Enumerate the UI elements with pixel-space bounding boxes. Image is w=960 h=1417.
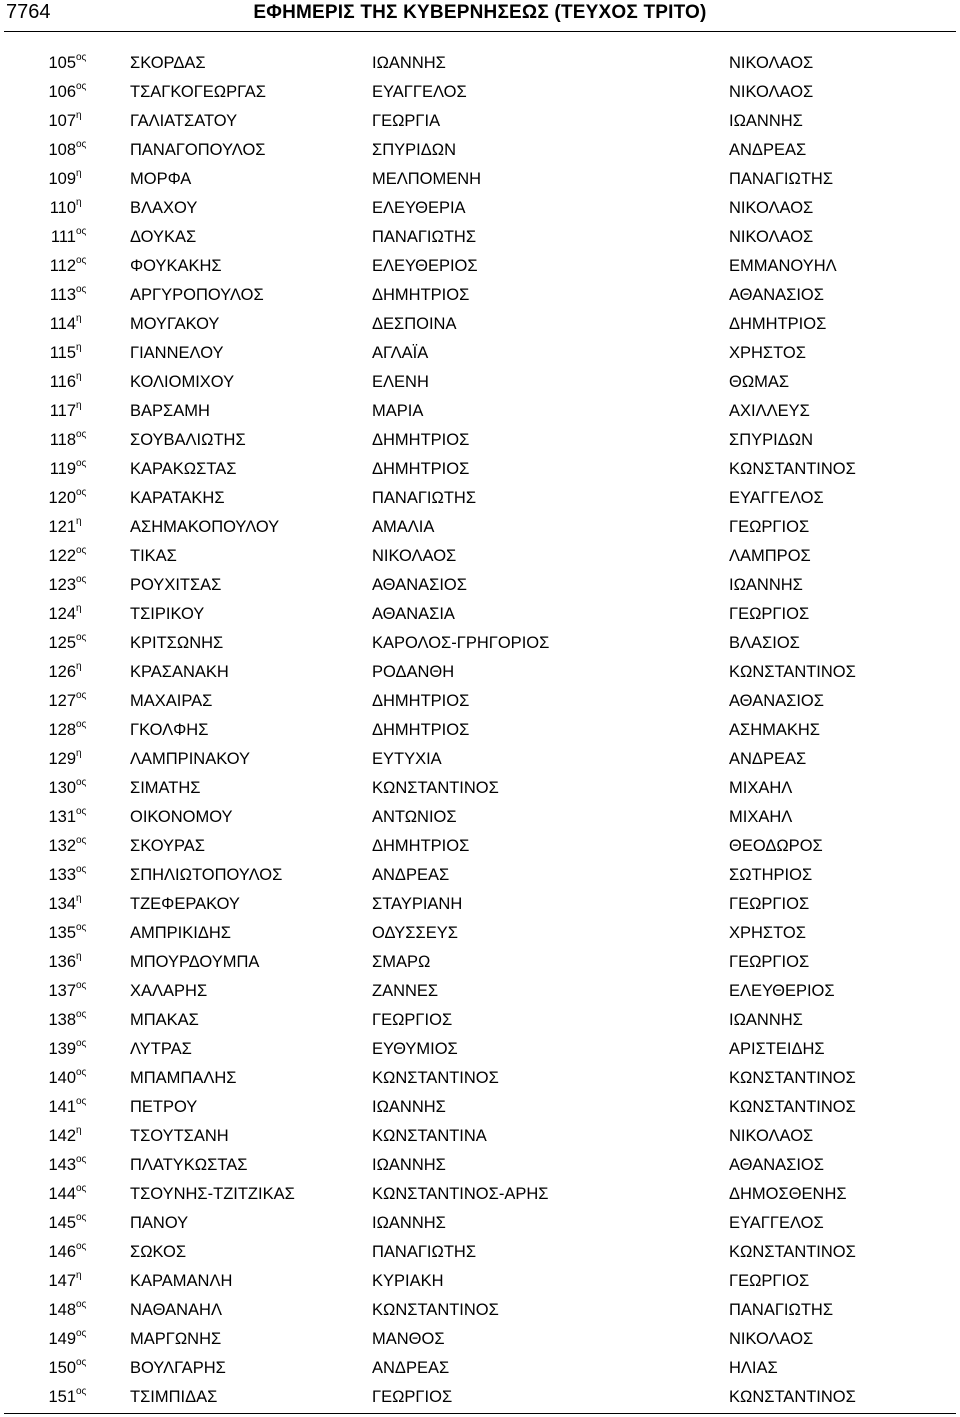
table-row [0, 890, 960, 919]
row-number: 144 [48, 1185, 76, 1203]
first-name-cell: ΡΟΔΑΝΘΗ [372, 663, 455, 681]
father-name-cell: ΕΛΕΥΘΕΡΙΟΣ [729, 982, 835, 1000]
table-row [0, 194, 960, 223]
surname-cell: ΜΠΟΥΡΔΟΥΜΠΑ [130, 953, 260, 971]
first-name-cell: ΔΗΜΗΤΡΙΟΣ [372, 692, 470, 710]
row-number: 116 [49, 373, 76, 391]
father-name-cell: ΚΩΝΣΤΑΝΤΙΝΟΣ [729, 663, 856, 681]
father-name-cell: ΚΩΝΣΤΑΝΤΙΝΟΣ [729, 1388, 856, 1406]
row-ordinal-suffix: ος [76, 835, 87, 846]
table-row [0, 310, 960, 339]
row-ordinal-suffix: ος [76, 777, 87, 788]
row-ordinal-suffix: ος [76, 1096, 87, 1107]
table-row [0, 165, 960, 194]
row-number: 122 [48, 547, 76, 565]
father-name-cell: ΓΕΩΡΓΙΟΣ [729, 895, 810, 913]
row-ordinal-suffix: ος [76, 1357, 87, 1368]
first-name-cell: ΓΕΩΡΓΙΑ [372, 112, 441, 130]
row-number: 110 [49, 199, 76, 217]
row-number: 108 [48, 141, 76, 159]
father-name-cell: ΔΗΜΗΤΡΙΟΣ [729, 315, 827, 333]
row-number: 136 [48, 953, 76, 971]
row-ordinal-suffix: ος [76, 806, 87, 817]
row-number: 113 [49, 286, 76, 304]
row-number: 145 [48, 1214, 76, 1232]
row-ordinal-suffix: ος [76, 1241, 87, 1252]
row-ordinal-suffix: ος [76, 139, 87, 150]
row-ordinal-suffix: η [76, 748, 82, 759]
surname-cell: ΚΡΑΣΑΝΑΚΗ [130, 663, 229, 681]
father-name-cell: ΑΧΙΛΛΕΥΣ [729, 402, 810, 420]
father-name-cell: ΛΑΜΠΡΟΣ [729, 547, 811, 565]
surname-cell: ΑΜΠΡΙΚΙΔΗΣ [130, 924, 231, 942]
table-row [0, 107, 960, 136]
surname-cell: ΚΑΡΑΜΑΝΛΗ [130, 1272, 233, 1290]
father-name-cell: ΑΘΑΝΑΣΙΟΣ [729, 1156, 824, 1174]
surname-cell: ΝΑΘΑΝΑΗΛ [130, 1301, 222, 1319]
row-ordinal-suffix: η [76, 951, 82, 962]
row-number: 112 [49, 257, 76, 275]
table-row [0, 1180, 960, 1209]
row-number: 105 [48, 54, 76, 72]
header-rule [4, 31, 956, 32]
father-name-cell: ΑΝΔΡΕΑΣ [729, 750, 807, 768]
row-number: 127 [48, 692, 76, 710]
row-ordinal-suffix: η [76, 110, 82, 121]
first-name-cell: ΚΥΡΙΑΚΗ [372, 1272, 444, 1290]
father-name-cell: ΙΩΑΝΝΗΣ [729, 576, 803, 594]
row-number: 118 [49, 431, 76, 449]
row-number: 125 [48, 634, 76, 652]
father-name-cell: ΣΩΤΗΡΙΟΣ [729, 866, 813, 884]
father-name-cell: ΓΕΩΡΓΙΟΣ [729, 605, 810, 623]
table-row [0, 1267, 960, 1296]
first-name-cell: ΕΥΤΥΧΙΑ [372, 750, 442, 768]
first-name-cell: ΚΩΝΣΤΑΝΤΙΝΟΣ [372, 1069, 499, 1087]
row-ordinal-suffix: ος [76, 1212, 87, 1223]
father-name-cell: ΝΙΚΟΛΑΟΣ [729, 83, 814, 101]
row-ordinal-suffix: η [76, 371, 82, 382]
row-ordinal-suffix: η [76, 661, 82, 672]
first-name-cell: ΔΗΜΗΤΡΙΟΣ [372, 721, 470, 739]
row-number: 114 [49, 315, 76, 333]
surname-cell: ΑΡΓΥΡΟΠΟΥΛΟΣ [130, 286, 264, 304]
father-name-cell: ΝΙΚΟΛΑΟΣ [729, 1330, 814, 1348]
father-name-cell: ΧΡΗΣΤΟΣ [729, 344, 806, 362]
surname-cell: ΑΣΗΜΑΚΟΠΟΥΛΟΥ [130, 518, 280, 536]
row-ordinal-suffix: ος [76, 429, 87, 440]
first-name-cell: ΙΩΑΝΝΗΣ [372, 1156, 446, 1174]
father-name-cell: ΑΘΑΝΑΣΙΟΣ [729, 286, 824, 304]
table-row [0, 600, 960, 629]
table-row [0, 78, 960, 107]
table-row [0, 426, 960, 455]
row-ordinal-suffix: ος [76, 574, 87, 585]
row-number: 139 [48, 1040, 76, 1058]
row-number: 143 [48, 1156, 76, 1174]
first-name-cell: ΣΜΑΡΩ [372, 953, 431, 971]
row-ordinal-suffix: η [76, 1270, 82, 1281]
row-ordinal-suffix: ος [76, 255, 87, 266]
father-name-cell: ΑΡΙΣΤΕΙΔΗΣ [729, 1040, 825, 1058]
row-ordinal-suffix: η [76, 400, 82, 411]
surname-cell: ΠΑΝΑΓΟΠΟΥΛΟΣ [130, 141, 266, 159]
first-name-cell: ΚΑΡΟΛΟΣ-ΓΡΗΓΟΡΙΟΣ [372, 634, 550, 652]
row-number: 140 [48, 1069, 76, 1087]
first-name-cell: ΑΝΔΡΕΑΣ [372, 866, 450, 884]
surname-cell: ΒΟΥΛΓΑΡΗΣ [130, 1359, 226, 1377]
surname-cell: ΓΚΟΛΦΗΣ [130, 721, 209, 739]
table-row [0, 716, 960, 745]
row-number: 106 [48, 83, 76, 101]
father-name-cell: ΒΛΑΣΙΟΣ [729, 634, 800, 652]
table-row [0, 484, 960, 513]
row-number: 119 [49, 460, 76, 478]
first-name-cell: ΣΤΑΥΡΙΑΝΗ [372, 895, 463, 913]
row-ordinal-suffix: ος [76, 690, 87, 701]
father-name-cell: ΕΜΜΑΝΟΥΗΛ [729, 257, 837, 275]
father-name-cell: ΕΥΑΓΓΕΛΟΣ [729, 489, 824, 507]
surname-cell: ΜΟΡΦΑ [130, 170, 192, 188]
first-name-cell: ΑΓΛΑΪΑ [372, 344, 429, 362]
surname-cell: ΡΟΥΧΙΤΣΑΣ [130, 576, 222, 594]
row-number: 117 [49, 402, 76, 420]
row-number: 107 [48, 112, 76, 130]
row-number: 138 [48, 1011, 76, 1029]
surname-cell: ΚΑΡΑΤΑΚΗΣ [130, 489, 225, 507]
first-name-cell: ΚΩΝΣΤΑΝΤΙΝΟΣ [372, 779, 499, 797]
row-ordinal-suffix: η [76, 168, 82, 179]
table-row [0, 658, 960, 687]
row-ordinal-suffix: ος [76, 81, 87, 92]
table-row [0, 1209, 960, 1238]
table-row [0, 455, 960, 484]
row-number: 115 [49, 344, 76, 362]
row-ordinal-suffix: η [76, 603, 82, 614]
row-ordinal-suffix: ος [76, 1299, 87, 1310]
row-number: 130 [48, 779, 76, 797]
table-row [0, 977, 960, 1006]
surname-cell: ΚΡΙΤΣΩΝΗΣ [130, 634, 224, 652]
table-row [0, 136, 960, 165]
table-row [0, 571, 960, 600]
table-row [0, 1354, 960, 1383]
father-name-cell: ΑΝΔΡΕΑΣ [729, 141, 807, 159]
surname-cell: ΚΑΡΑΚΩΣΤΑΣ [130, 460, 237, 478]
first-name-cell: ΠΑΝΑΓΙΩΤΗΣ [372, 228, 477, 246]
row-ordinal-suffix: ος [76, 226, 87, 237]
first-name-cell: ΑΘΑΝΑΣΙΑ [372, 605, 455, 623]
first-name-cell: ΜΕΛΠΟΜΕΝΗ [372, 170, 482, 188]
table-row [0, 339, 960, 368]
surname-cell: ΦΟΥΚΑΚΗΣ [130, 257, 222, 275]
first-name-cell: ΚΩΝΣΤΑΝΤΙΝΑ [372, 1127, 487, 1145]
row-number: 126 [48, 663, 76, 681]
row-number: 132 [48, 837, 76, 855]
row-ordinal-suffix: ος [76, 864, 87, 875]
first-name-cell: ΙΩΑΝΝΗΣ [372, 54, 446, 72]
row-ordinal-suffix: ος [76, 922, 87, 933]
father-name-cell: ΚΩΝΣΤΑΝΤΙΝΟΣ [729, 1098, 856, 1116]
row-number: 137 [48, 982, 76, 1000]
surname-cell: ΧΑΛΑΡΗΣ [130, 982, 208, 1000]
row-number: 148 [48, 1301, 76, 1319]
first-name-cell: ΑΘΑΝΑΣΙΟΣ [372, 576, 467, 594]
first-name-cell: ΝΙΚΟΛΑΟΣ [372, 547, 457, 565]
row-number: 146 [48, 1243, 76, 1261]
father-name-cell: ΚΩΝΣΤΑΝΤΙΝΟΣ [729, 460, 856, 478]
surname-cell: ΣΩΚΟΣ [130, 1243, 187, 1261]
surname-cell: ΓΑΛΙΑΤΣΑΤΟΥ [130, 112, 238, 130]
row-ordinal-suffix: η [76, 313, 82, 324]
table-row [0, 368, 960, 397]
surname-cell: ΣΠΗΛΙΩΤΟΠΟΥΛΟΣ [130, 866, 283, 884]
row-number: 124 [48, 605, 76, 623]
father-name-cell: ΓΕΩΡΓΙΟΣ [729, 1272, 810, 1290]
surname-cell: ΚΟΛΙΟΜΙΧΟΥ [130, 373, 235, 391]
table-row [0, 49, 960, 78]
row-ordinal-suffix: ος [76, 719, 87, 730]
row-number: 135 [48, 924, 76, 942]
row-number: 150 [48, 1359, 76, 1377]
first-name-cell: ΠΑΝΑΓΙΩΤΗΣ [372, 489, 477, 507]
table-row [0, 1006, 960, 1035]
page-number: 7764 [6, 1, 51, 23]
table-row [0, 1238, 960, 1267]
first-name-cell: ΑΝΤΩΝΙΟΣ [372, 808, 457, 826]
surname-cell: ΓΙΑΝΝΕΛΟΥ [130, 344, 224, 362]
table-row [0, 1093, 960, 1122]
father-name-cell: ΧΡΗΣΤΟΣ [729, 924, 806, 942]
table-row [0, 1035, 960, 1064]
appointments-table [0, 49, 960, 1412]
surname-cell: ΛΥΤΡΑΣ [130, 1040, 192, 1058]
surname-cell: ΒΛΑΧΟΥ [130, 199, 198, 217]
row-number: 131 [48, 808, 76, 826]
first-name-cell: ΔΗΜΗΤΡΙΟΣ [372, 431, 470, 449]
surname-cell: ΜΠΑΜΠΑΛΗΣ [130, 1069, 237, 1087]
first-name-cell: ΜΑΝΘΟΣ [372, 1330, 445, 1348]
table-row [0, 281, 960, 310]
row-number: 134 [48, 895, 76, 913]
father-name-cell: ΚΩΝΣΤΑΝΤΙΝΟΣ [729, 1243, 856, 1261]
first-name-cell: ΔΗΜΗΤΡΙΟΣ [372, 837, 470, 855]
row-ordinal-suffix: ος [76, 458, 87, 469]
row-ordinal-suffix: ος [76, 632, 87, 643]
first-name-cell: ΙΩΑΝΝΗΣ [372, 1214, 446, 1232]
surname-cell: ΔΟΥΚΑΣ [130, 228, 197, 246]
father-name-cell: ΕΥΑΓΓΕΛΟΣ [729, 1214, 824, 1232]
row-ordinal-suffix: ος [76, 1009, 87, 1020]
father-name-cell: ΗΛΙΑΣ [729, 1359, 778, 1377]
table-row [0, 861, 960, 890]
table-row [0, 1151, 960, 1180]
father-name-cell: ΠΑΝΑΓΙΩΤΗΣ [729, 170, 834, 188]
table-row [0, 1325, 960, 1354]
father-name-cell: ΠΑΝΑΓΙΩΤΗΣ [729, 1301, 834, 1319]
first-name-cell: ΔΗΜΗΤΡΙΟΣ [372, 286, 470, 304]
first-name-cell: ΖΑΝΝΕΣ [372, 982, 439, 1000]
first-name-cell: ΕΛΕΥΘΕΡΙΑ [372, 199, 466, 217]
father-name-cell: ΙΩΑΝΝΗΣ [729, 1011, 803, 1029]
first-name-cell: ΕΥΑΓΓΕΛΟΣ [372, 83, 467, 101]
father-name-cell: ΝΙΚΟΛΑΟΣ [729, 228, 814, 246]
father-name-cell: ΝΙΚΟΛΑΟΣ [729, 1127, 814, 1145]
table-row [0, 919, 960, 948]
row-ordinal-suffix: η [76, 197, 82, 208]
surname-cell: ΤΣΙΜΠΙΔΑΣ [130, 1388, 218, 1406]
surname-cell: ΤΣΟΥΝΗΣ-ΤΖΙΤΖΙΚΑΣ [130, 1185, 295, 1203]
row-ordinal-suffix: ος [76, 1038, 87, 1049]
father-name-cell: ΑΣΗΜΑΚΗΣ [729, 721, 820, 739]
surname-cell: ΜΠΑΚΑΣ [130, 1011, 199, 1029]
table-row [0, 252, 960, 281]
first-name-cell: ΑΜΑΛΙΑ [372, 518, 435, 536]
row-ordinal-suffix: ος [76, 545, 87, 556]
page-header [0, 0, 960, 30]
surname-cell: ΣΚΟΡΔΑΣ [130, 54, 206, 72]
row-number: 123 [48, 576, 76, 594]
father-name-cell: ΣΠΥΡΙΔΩΝ [729, 431, 813, 449]
father-name-cell: ΑΘΑΝΑΣΙΟΣ [729, 692, 824, 710]
row-number: 128 [48, 721, 76, 739]
father-name-cell: ΝΙΚΟΛΑΟΣ [729, 199, 814, 217]
row-ordinal-suffix: ος [76, 1154, 87, 1165]
row-ordinal-suffix: ος [76, 1183, 87, 1194]
row-number: 151 [48, 1388, 76, 1406]
table-row [0, 803, 960, 832]
first-name-cell: ΚΩΝΣΤΑΝΤΙΝΟΣ-ΑΡΗΣ [372, 1185, 549, 1203]
row-ordinal-suffix: ος [76, 284, 87, 295]
first-name-cell: ΙΩΑΝΝΗΣ [372, 1098, 446, 1116]
first-name-cell: ΓΕΩΡΓΙΟΣ [372, 1388, 453, 1406]
row-ordinal-suffix: ος [76, 52, 87, 63]
row-number: 129 [48, 750, 76, 768]
surname-cell: ΤΙΚΑΣ [130, 547, 177, 565]
surname-cell: ΣΚΟΥΡΑΣ [130, 837, 205, 855]
table-row [0, 629, 960, 658]
row-number: 142 [48, 1127, 76, 1145]
row-number: 120 [48, 489, 76, 507]
surname-cell: ΜΑΡΓΩΝΗΣ [130, 1330, 222, 1348]
row-number: 111 [50, 228, 76, 246]
father-name-cell: ΜΙΧΑΗΛ [729, 779, 793, 797]
footer-rule [4, 1413, 956, 1414]
row-number: 141 [48, 1098, 76, 1116]
surname-cell: ΠΕΤΡΟΥ [130, 1098, 198, 1116]
father-name-cell: ΔΗΜΟΣΘΕΝΗΣ [729, 1185, 847, 1203]
table-row [0, 1122, 960, 1151]
row-ordinal-suffix: ος [76, 1328, 87, 1339]
row-number: 109 [48, 170, 76, 188]
first-name-cell: ΣΠΥΡΙΔΩΝ [372, 141, 456, 159]
row-ordinal-suffix: η [76, 1125, 82, 1136]
first-name-cell: ΔΕΣΠΟΙΝΑ [372, 315, 457, 333]
surname-cell: ΜΑΧΑΙΡΑΣ [130, 692, 213, 710]
surname-cell: ΤΣΑΓΚΟΓΕΩΡΓΑΣ [130, 83, 266, 101]
first-name-cell: ΓΕΩΡΓΙΟΣ [372, 1011, 453, 1029]
first-name-cell: ΕΥΘΥΜΙΟΣ [372, 1040, 458, 1058]
table-row [0, 513, 960, 542]
table-row [0, 1064, 960, 1093]
journal-title: ΕΦΗΜΕΡΙΣ ΤΗΣ ΚΥΒΕΡΝΗΣΕΩΣ (ΤΕΥΧΟΣ ΤΡΙΤΟ) [253, 2, 707, 23]
surname-cell: ΒΑΡΣΑΜΗ [130, 402, 210, 420]
row-ordinal-suffix: ος [76, 1067, 87, 1078]
surname-cell: ΤΣΟΥΤΣΑΝΗ [130, 1127, 229, 1145]
father-name-cell: ΓΕΩΡΓΙΟΣ [729, 953, 810, 971]
table-row [0, 223, 960, 252]
surname-cell: ΠΛΑΤΥΚΩΣΤΑΣ [130, 1156, 248, 1174]
surname-cell: ΛΑΜΠΡΙΝΑΚΟΥ [130, 750, 251, 768]
row-number: 149 [48, 1330, 76, 1348]
table-row [0, 1296, 960, 1325]
surname-cell: ΤΖΕΦΕΡΑΚΟΥ [130, 895, 240, 913]
row-ordinal-suffix: ος [76, 487, 87, 498]
first-name-cell: ΠΑΝΑΓΙΩΤΗΣ [372, 1243, 477, 1261]
father-name-cell: ΘΕΟΔΩΡΟΣ [729, 837, 823, 855]
father-name-cell: ΘΩΜΑΣ [729, 373, 790, 391]
row-number: 133 [48, 866, 76, 884]
first-name-cell: ΑΝΔΡΕΑΣ [372, 1359, 450, 1377]
row-number: 147 [48, 1272, 76, 1290]
father-name-cell: ΚΩΝΣΤΑΝΤΙΝΟΣ [729, 1069, 856, 1087]
row-number: 121 [48, 518, 76, 536]
row-ordinal-suffix: η [76, 893, 82, 904]
row-ordinal-suffix: η [76, 342, 82, 353]
surname-cell: ΟΙΚΟΝΟΜΟΥ [130, 808, 233, 826]
father-name-cell: ΜΙΧΑΗΛ [729, 808, 793, 826]
first-name-cell: ΕΛΕΥΘΕΡΙΟΣ [372, 257, 478, 275]
table-row [0, 397, 960, 426]
surname-cell: ΣΙΜΑΤΗΣ [130, 779, 201, 797]
table-row [0, 948, 960, 977]
table-row [0, 1383, 960, 1412]
surname-cell: ΜΟΥΓΑΚΟΥ [130, 315, 220, 333]
father-name-cell: ΙΩΑΝΝΗΣ [729, 112, 803, 130]
table-row [0, 687, 960, 716]
row-ordinal-suffix: η [76, 516, 82, 527]
table-row [0, 745, 960, 774]
first-name-cell: ΚΩΝΣΤΑΝΤΙΝΟΣ [372, 1301, 499, 1319]
first-name-cell: ΔΗΜΗΤΡΙΟΣ [372, 460, 470, 478]
father-name-cell: ΝΙΚΟΛΑΟΣ [729, 54, 814, 72]
table-row [0, 832, 960, 861]
first-name-cell: ΕΛΕΝΗ [372, 373, 429, 391]
surname-cell: ΠΑΝΟΥ [130, 1214, 189, 1232]
surname-cell: ΣΟΥΒΑΛΙΩΤΗΣ [130, 431, 246, 449]
father-name-cell: ΓΕΩΡΓΙΟΣ [729, 518, 810, 536]
table-row [0, 774, 960, 803]
table-row [0, 542, 960, 571]
first-name-cell: ΟΔΥΣΣΕΥΣ [372, 924, 458, 942]
row-ordinal-suffix: ος [76, 980, 87, 991]
row-ordinal-suffix: ος [76, 1386, 87, 1397]
first-name-cell: ΜΑΡΙΑ [372, 402, 424, 420]
surname-cell: ΤΣΙΡΙΚΟΥ [130, 605, 205, 623]
